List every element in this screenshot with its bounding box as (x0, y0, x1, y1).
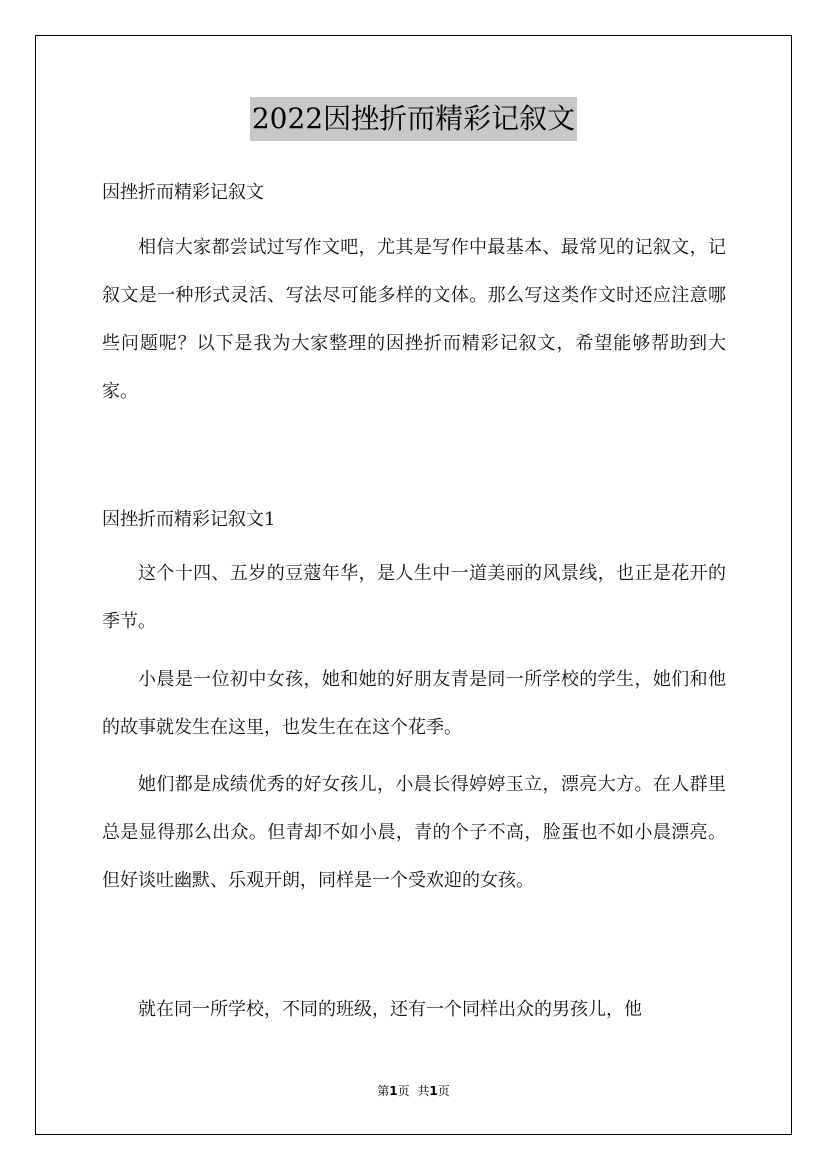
title-container (0, 97, 827, 141)
footer-page-current: 1 (389, 1084, 398, 1098)
footer-total-prefix: 共 (417, 1084, 430, 1098)
section-heading: 因挫折而精彩记叙文1 (102, 509, 276, 530)
footer-page-total: 1 (429, 1084, 438, 1098)
paragraph-2: 小晨是一位初中女孩，她和她的好朋友青是同一所学校的学生，她们和他的故事就发生在这里，也发生在在这个花季。 (102, 669, 726, 738)
paragraph-4: 就在同一所学校，不同的班级，还有一个同样出众的男孩儿，他 (138, 999, 642, 1020)
footer-total-suffix: 页 (437, 1084, 450, 1098)
intro-paragraph: 相信大家都尝试过写作文吧，尤其是写作中最基本、最常见的记叙文，记叙文是一种形式灵活、写法尽可能多样的文体。那么写这类作文时还应注意哪些问题呢？以下是我为大家整理的因挫折而精彩记叙文，希望能够帮助到大家。 (102, 237, 726, 402)
paragraph-1: 这个十四、五岁的豆蔻年华，是人生中一道美丽的风景线，也正是花开的季节。 (102, 563, 726, 632)
page-footer (0, 1082, 827, 1099)
footer-page-suffix: 页 (397, 1084, 410, 1098)
footer-page-prefix: 第 (377, 1084, 390, 1098)
document-title: 2022因挫折而精彩记叙文 (250, 97, 577, 141)
paragraph-3: 她们都是成绩优秀的好女孩儿，小晨长得婷婷玉立，漂亮大方。在人群里总是显得那么出众。但青却不如小晨，青的个子不高，脸蛋也不如小晨漂亮。但好谈吐幽默、乐观开朗，同样是一个受欢迎的女孩。 (102, 774, 726, 891)
intro-heading: 因挫折而精彩记叙文 (102, 182, 264, 203)
